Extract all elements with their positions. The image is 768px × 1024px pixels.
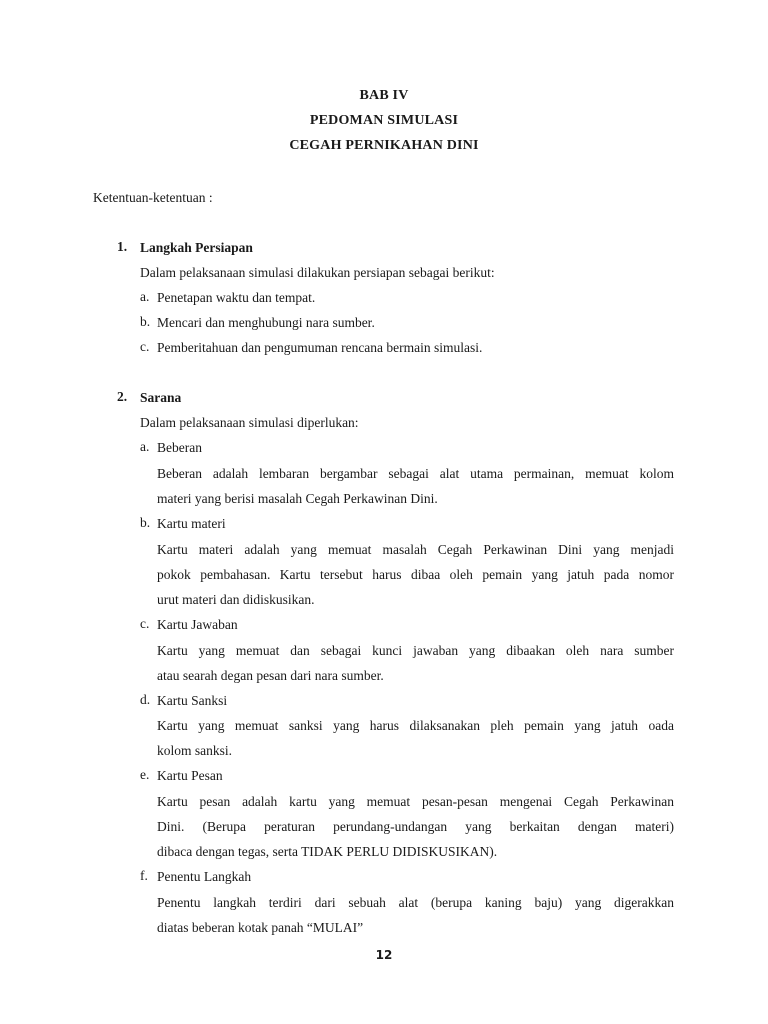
section2-item-label: Kartu Sanksi <box>157 693 228 708</box>
section2-item-letter: d. <box>140 692 151 707</box>
section2-item-line: atau searah degan pesan dari nara sumber. <box>157 668 384 683</box>
section2-item-label: Kartu Jawaban <box>157 617 238 632</box>
section2-item-line: pokok pembahasan. Kartu tersebut harus dibaa oleh pemain yang jatuh pada nomor <box>157 567 674 582</box>
page-number: 12 <box>375 948 393 962</box>
section2-item-line: dibaca dengan tegas, serta TIDAK PERLU DIDISKUSIKAN). <box>157 844 498 859</box>
section2-number: 2. <box>117 389 128 404</box>
section2-item-line: Beberan adalah lembaran bergambar sebagai alat utama permainan, memuat kolom <box>157 466 674 481</box>
section1-item-letter: b. <box>140 314 151 329</box>
section2-item-line: materi yang berisi masalah Cegah Perkawinan Dini. <box>157 491 438 506</box>
section2-lead: Dalam pelaksanaan simulasi diperlukan: <box>140 415 359 430</box>
section2-item-line: Dini. (Berupa peraturan perundang-undangan yang berkaitan dengan materi) <box>157 819 674 834</box>
section2-item-letter: e. <box>140 767 150 782</box>
section1-item-letter: c. <box>140 339 150 354</box>
section2-title: Sarana <box>140 390 182 405</box>
section2-item-line: Kartu yang memuat sanksi yang harus dilaksanakan pleh pemain yang jatuh oada <box>157 718 674 733</box>
chapter-title: PEDOMAN SIMULASI <box>309 113 459 128</box>
section2-item-line: diatas beberan kotak panah “MULAI” <box>157 920 364 935</box>
section2-item-letter: b. <box>140 515 151 530</box>
section1-title: Langkah Persiapan <box>140 240 253 255</box>
section2-item-label: Penentu Langkah <box>157 869 252 884</box>
section2-item-label: Kartu Pesan <box>157 768 223 783</box>
intro-text: Ketentuan-ketentuan : <box>93 190 213 205</box>
section2-item-line: Kartu materi adalah yang memuat masalah Cegah Perkawinan Dini yang menjadi <box>157 542 674 557</box>
section2-item-line: urut materi dan didiskusikan. <box>157 592 315 607</box>
section2-item-line: Kartu yang memuat dan sebagai kunci jawaban yang dibaakan oleh nara sumber <box>157 643 674 658</box>
chapter-heading: BAB IV <box>359 88 409 103</box>
section2-item-label: Beberan <box>157 440 202 455</box>
section1-item-letter: a. <box>140 289 150 304</box>
section1-lead: Dalam pelaksanaan simulasi dilakukan persiapan sebagai berikut: <box>140 265 495 280</box>
section2-item-letter: a. <box>140 439 150 454</box>
section1-item-text: Pemberitahuan dan pengumuman rencana bermain simulasi. <box>157 340 483 355</box>
chapter-subtitle: CEGAH PERNIKAHAN DINI <box>289 138 479 153</box>
section2-item-letter: f. <box>140 868 148 883</box>
section1-number: 1. <box>117 239 128 254</box>
section2-item-line: Kartu pesan adalah kartu yang memuat pesan-pesan mengenai Cegah Perkawinan <box>157 794 674 809</box>
section1-item-text: Mencari dan menghubungi nara sumber. <box>157 315 375 330</box>
section2-item-line: kolom sanksi. <box>157 743 233 758</box>
section2-item-letter: c. <box>140 616 150 631</box>
section2-item-line: Penentu langkah terdiri dari sebuah alat (berupa kaning baju) yang digerakkan <box>157 895 674 910</box>
section1-item-text: Penetapan waktu dan tempat. <box>157 290 316 305</box>
section2-item-label: Kartu materi <box>157 516 226 531</box>
